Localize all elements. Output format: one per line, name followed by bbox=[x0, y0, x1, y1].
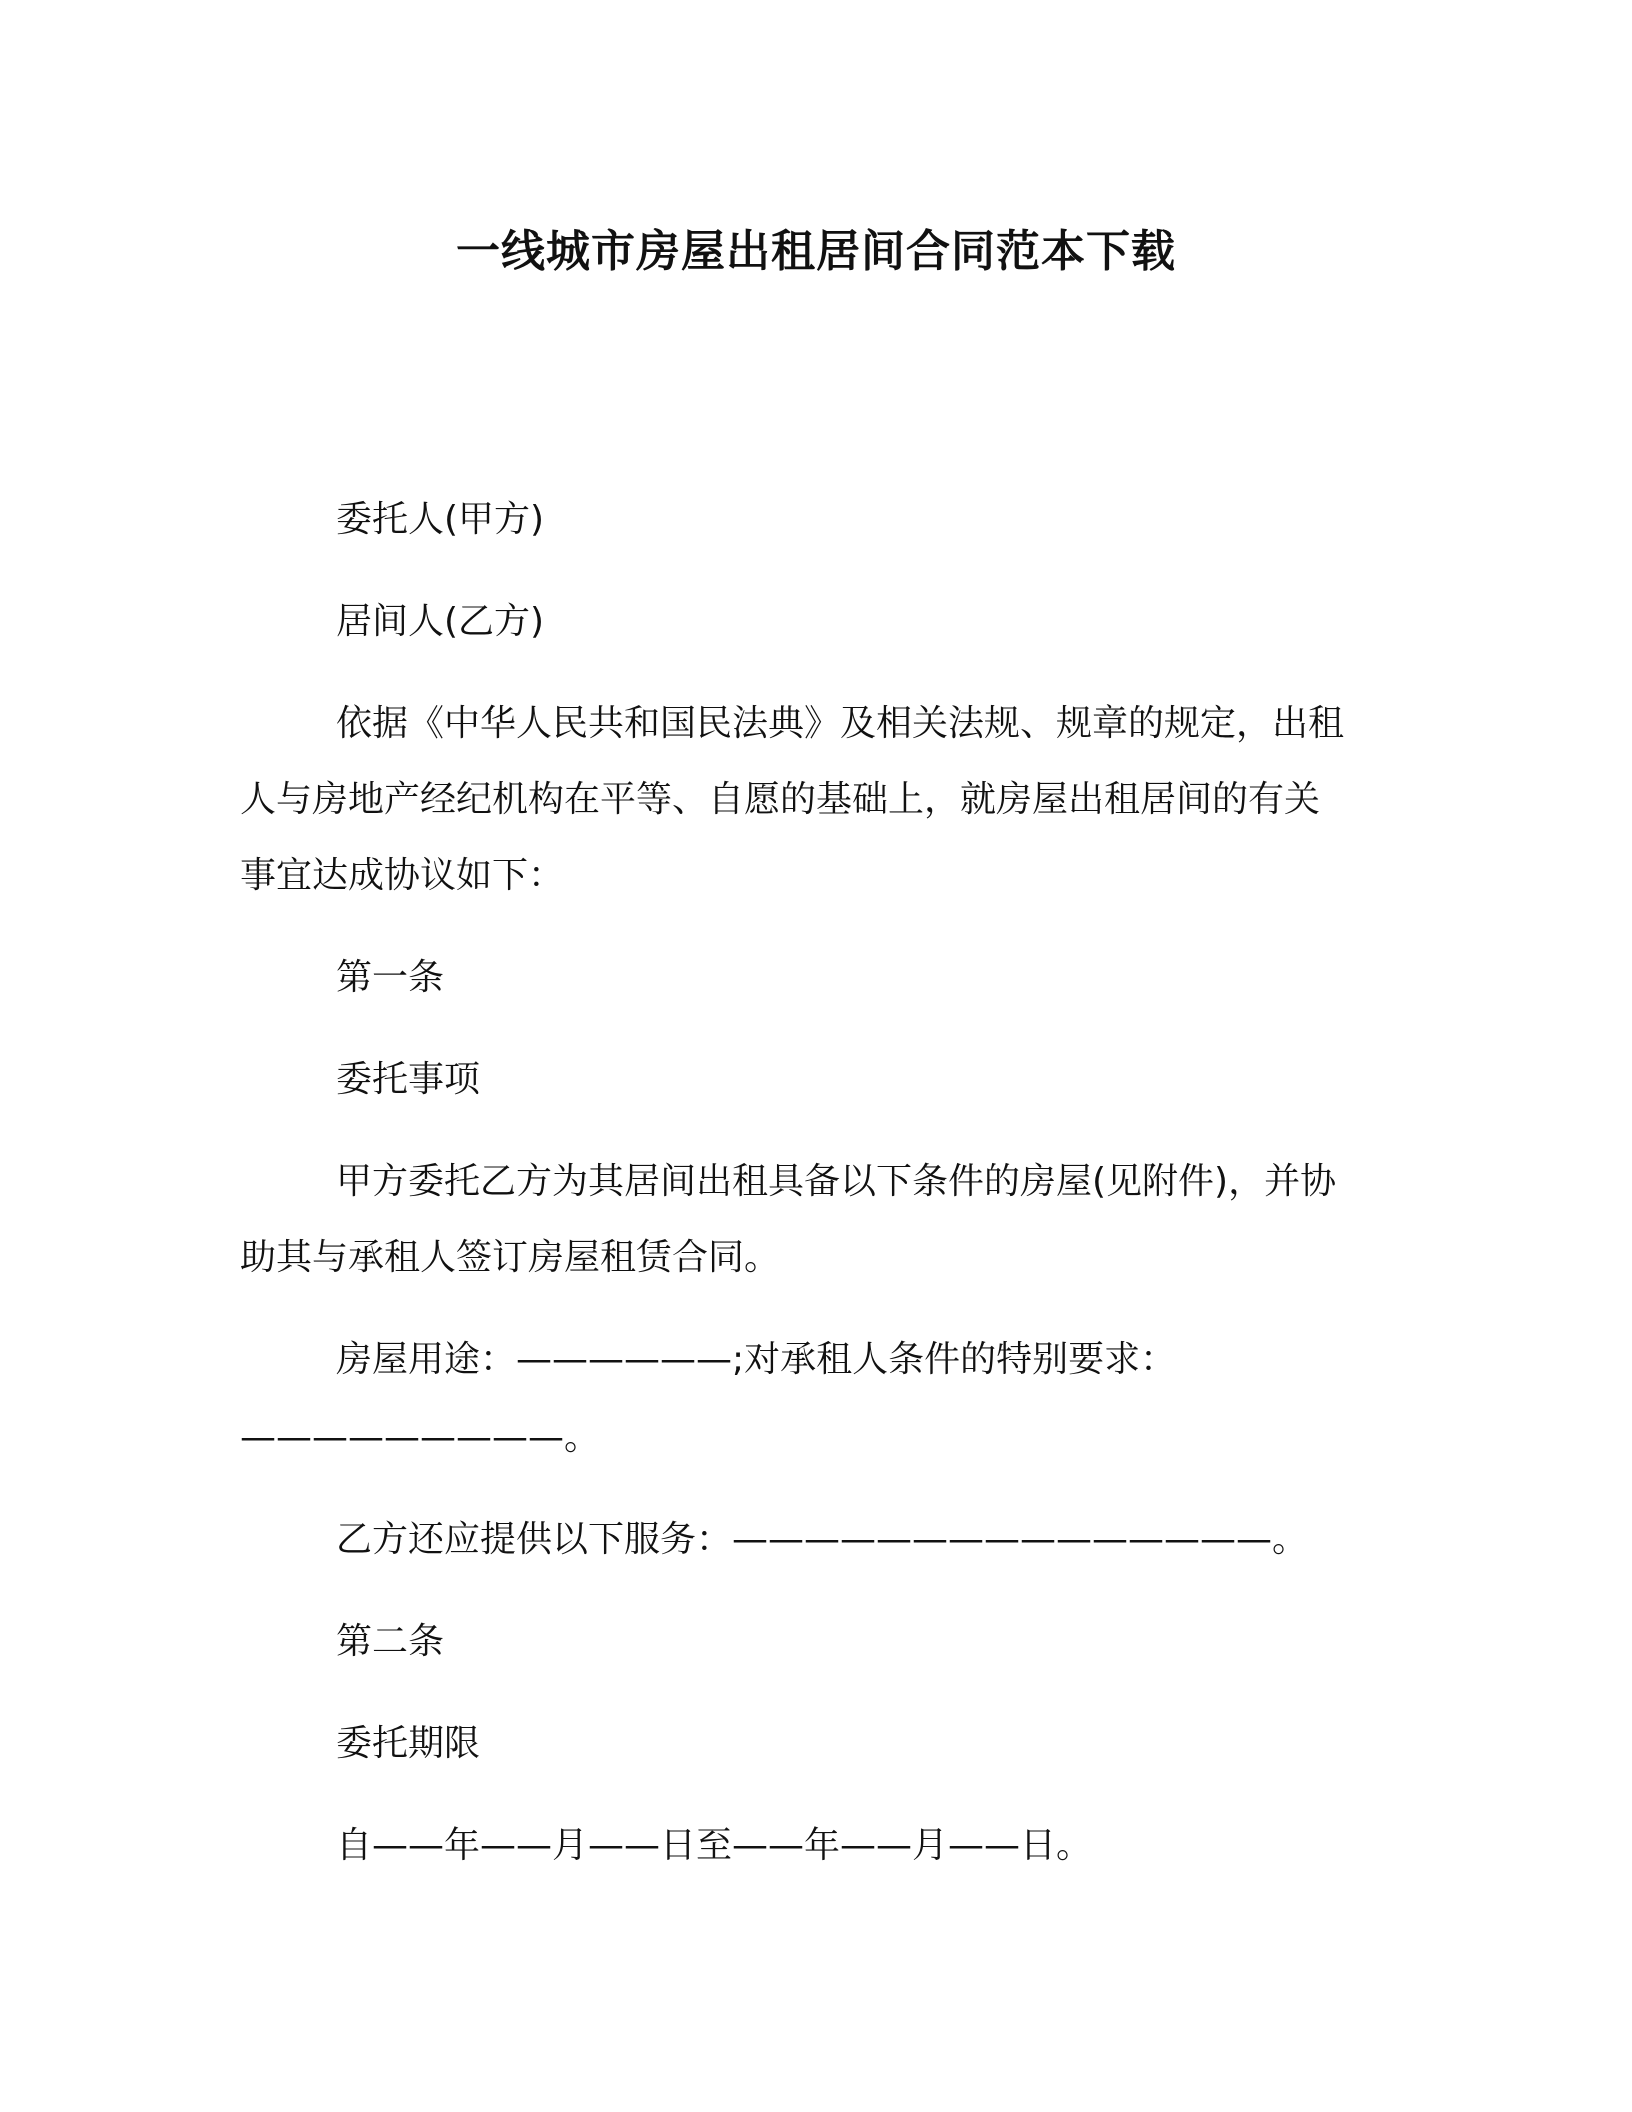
article-heading: 第二条 bbox=[336, 1621, 445, 1662]
paragraph-line: 房屋用途：——————;对承租人条件的特别要求： bbox=[336, 1339, 1177, 1380]
paragraph-line: 乙方还应提供以下服务：———————————————。 bbox=[336, 1519, 1309, 1560]
paragraph-line: 助其与承租人签订房屋租赁合同。 bbox=[240, 1237, 781, 1278]
article-heading: 第一条 bbox=[336, 957, 445, 998]
paragraph-line: 依据《中华人民共和国民法典》及相关法规、规章的规定，出租 bbox=[336, 703, 1345, 744]
paragraph-line: 事宜达成协议如下： bbox=[240, 855, 565, 896]
article-subheading: 委托事项 bbox=[336, 1059, 481, 1100]
article-subheading: 委托期限 bbox=[336, 1723, 481, 1764]
paragraph-line: 委托人(甲方) bbox=[336, 499, 545, 540]
paragraph-line: 甲方委托乙方为其居间出租具备以下条件的房屋(见附件)，并协 bbox=[336, 1161, 1337, 1202]
paragraph-line: —————————。 bbox=[240, 1417, 600, 1458]
document-title: 一线城市房屋出租居间合同范本下载 bbox=[456, 226, 1176, 277]
paragraph-line: 人与房地产经纪机构在平等、自愿的基础上，就房屋出租居间的有关 bbox=[240, 779, 1321, 820]
paragraph-line: 居间人(乙方) bbox=[336, 601, 545, 642]
paragraph-line: 自——年——月——日至——年——月——日。 bbox=[336, 1825, 1092, 1866]
